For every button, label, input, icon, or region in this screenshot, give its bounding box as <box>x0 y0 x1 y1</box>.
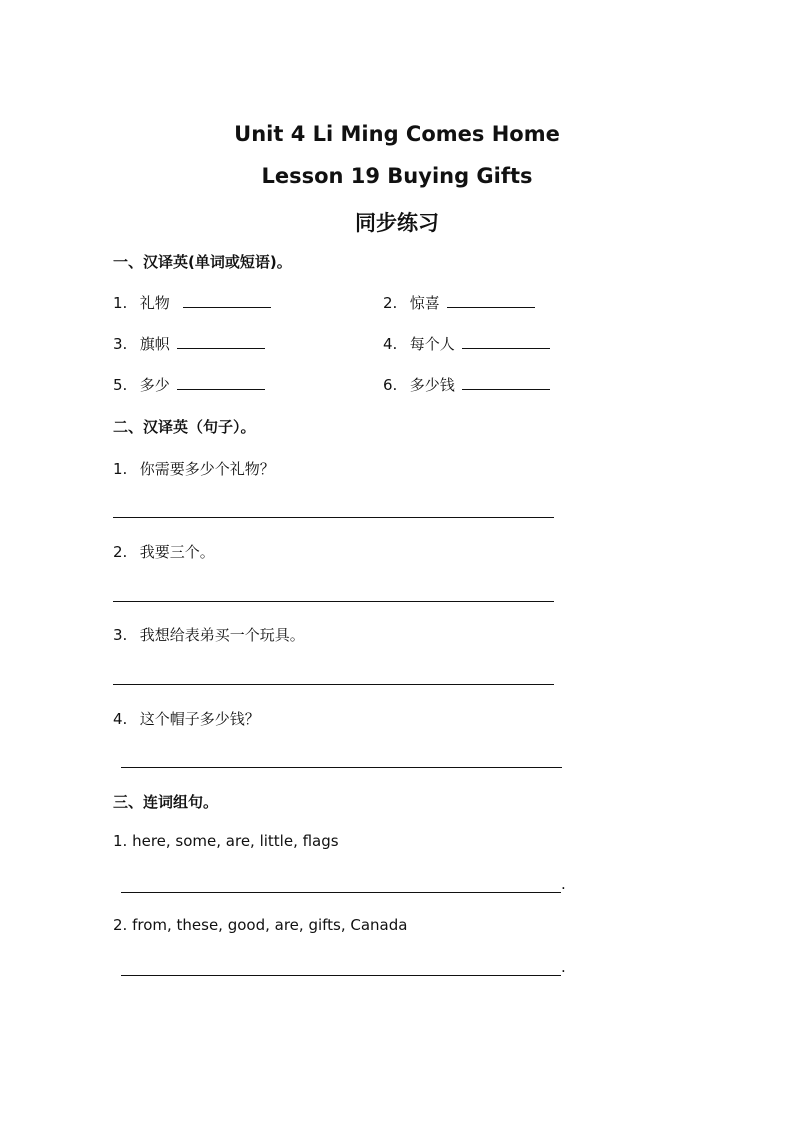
word-order-item: 2. from, these, good, are, gifts, Canada <box>113 916 408 934</box>
exercise-title: 同步练习 <box>355 211 439 235</box>
answer-line[interactable] <box>113 601 554 602</box>
item-number: 4. <box>113 710 128 728</box>
answer-blank[interactable] <box>183 293 271 308</box>
answer-line[interactable] <box>121 975 561 976</box>
item-text: 多少钱 <box>409 376 455 394</box>
item-text: 旗帜 <box>139 335 170 353</box>
item-number: 2. <box>113 543 128 561</box>
item-text: 我要三个。 <box>139 543 215 561</box>
section2-heading: 二、汉译英（句子）。 <box>113 418 256 436</box>
page-title: Unit 4 Li Ming Comes Home <box>234 122 560 146</box>
sentence-period: . <box>561 958 566 976</box>
item-text: 这个帽子多少钱？ <box>139 710 260 728</box>
answer-blank[interactable] <box>462 375 550 390</box>
item-text: 我想给表弟买一个玩具。 <box>139 626 305 644</box>
lesson-title: Lesson 19 Buying Gifts <box>261 164 533 188</box>
sentence-item <box>113 458 275 479</box>
item-text: 多少 <box>139 376 170 394</box>
item-number: 1. <box>113 460 128 478</box>
answer-line[interactable] <box>113 517 554 518</box>
item-text: 你需要多少个礼物？ <box>139 460 275 478</box>
item-number: 6. <box>383 376 398 394</box>
section3-heading: 三、连词组句。 <box>113 793 219 811</box>
vocab-item <box>383 292 535 313</box>
item-number: 2. <box>383 294 398 312</box>
answer-line[interactable] <box>113 684 554 685</box>
sentence-period: . <box>561 875 566 893</box>
item-number: 3. <box>113 335 128 353</box>
item-text: 惊喜 <box>409 294 440 312</box>
sentence-item <box>113 541 215 562</box>
sentence-item <box>113 708 260 729</box>
answer-blank[interactable] <box>447 293 535 308</box>
answer-blank[interactable] <box>177 334 265 349</box>
answer-line[interactable] <box>121 767 562 768</box>
answer-blank[interactable] <box>462 334 550 349</box>
item-text: 每个人 <box>409 335 455 353</box>
item-number: 5. <box>113 376 128 394</box>
word-order-item: 1. here, some, are, little, flags <box>113 832 339 850</box>
item-number: 3. <box>113 626 128 644</box>
item-number: 4. <box>383 335 398 353</box>
vocab-item <box>113 374 265 395</box>
answer-line[interactable] <box>121 892 561 893</box>
answer-blank[interactable] <box>177 375 265 390</box>
vocab-item <box>383 374 550 395</box>
vocab-item <box>113 333 265 354</box>
sentence-item <box>113 624 305 645</box>
vocab-item <box>383 333 550 354</box>
vocab-item <box>113 292 271 313</box>
item-number: 1. <box>113 294 128 312</box>
section1-heading: 一、汉译英(单词或短语)。 <box>113 253 292 271</box>
item-text: 礼物 <box>139 294 170 312</box>
